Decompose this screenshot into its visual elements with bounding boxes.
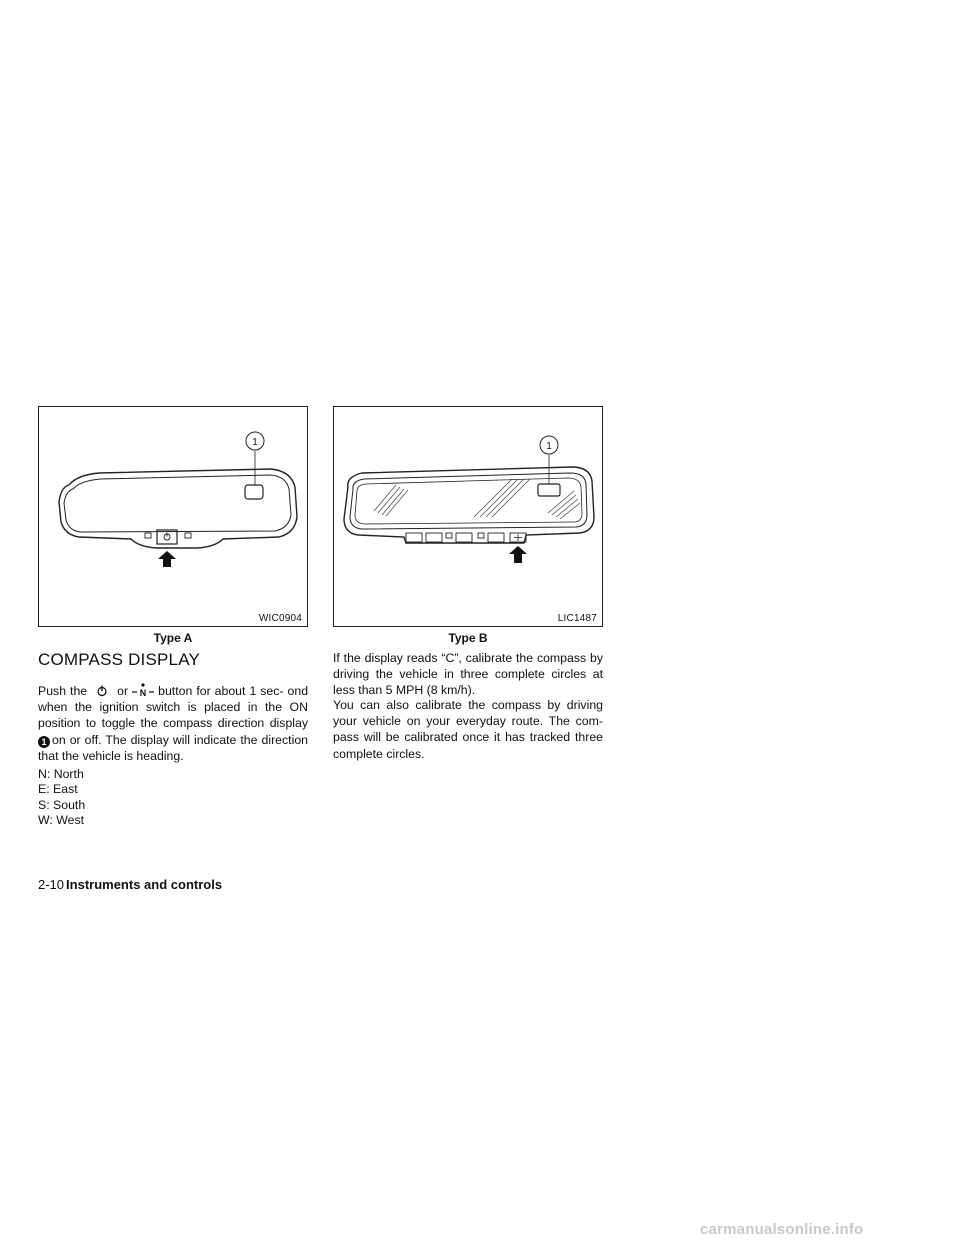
watermark: carmanualsonline.info — [700, 1221, 864, 1238]
direction-list — [38, 767, 85, 829]
mirror-type-a-illustration — [39, 407, 307, 626]
compass-display — [538, 484, 560, 496]
para-text: Push the — [38, 684, 88, 698]
direction-item: N: North — [38, 767, 84, 781]
arrow-icon — [158, 551, 176, 567]
figure-type-a — [38, 406, 308, 627]
page-number: 2-10 — [38, 877, 65, 892]
figure-code: WIC0904 — [258, 613, 302, 624]
power-button — [157, 530, 177, 544]
para-text: button for about 1 sec- ond when the ignition switch is placed in the ON position to toggle the compass direction display — [38, 684, 309, 731]
calibration-paragraph: If the display reads “C”, calibrate the compass by driving the vehicle in three complete circles at less than 5 MPH (8 km/h). — [333, 651, 603, 698]
power-icon — [91, 685, 113, 697]
direction-item: W: West — [38, 813, 85, 828]
figure-type-b — [333, 406, 603, 627]
svg-text:1: 1 — [252, 437, 258, 448]
arrow-icon — [509, 546, 527, 563]
para-text: on or off. The display will indicate the direction that the vehicle is heading. — [38, 732, 308, 763]
svg-text:N: N — [139, 688, 147, 697]
compass-display — [245, 485, 263, 499]
para-text: or — [117, 684, 129, 698]
callout-marker: 1 — [38, 736, 50, 748]
svg-text:1: 1 — [546, 441, 552, 452]
section-heading: COMPASS DISPLAY — [38, 650, 201, 669]
instruction-paragraph — [38, 683, 308, 764]
figure-caption: Type A — [153, 631, 193, 645]
section-title: Instruments and controls — [66, 877, 223, 892]
figure-code: LIC1487 — [557, 613, 597, 624]
direction-item: S: South — [38, 797, 86, 812]
figure-caption: Type B — [448, 631, 488, 645]
compass-icon — [132, 683, 154, 697]
calibration-route-paragraph: You can also calibrate the compass by driving your vehicle on your everyday route. The com- pass will be calibrated once it has tracked three complete circles. — [333, 698, 603, 761]
mirror-type-b-illustration — [334, 407, 602, 626]
page-footer — [38, 877, 222, 892]
direction-item: E: East — [38, 782, 78, 797]
